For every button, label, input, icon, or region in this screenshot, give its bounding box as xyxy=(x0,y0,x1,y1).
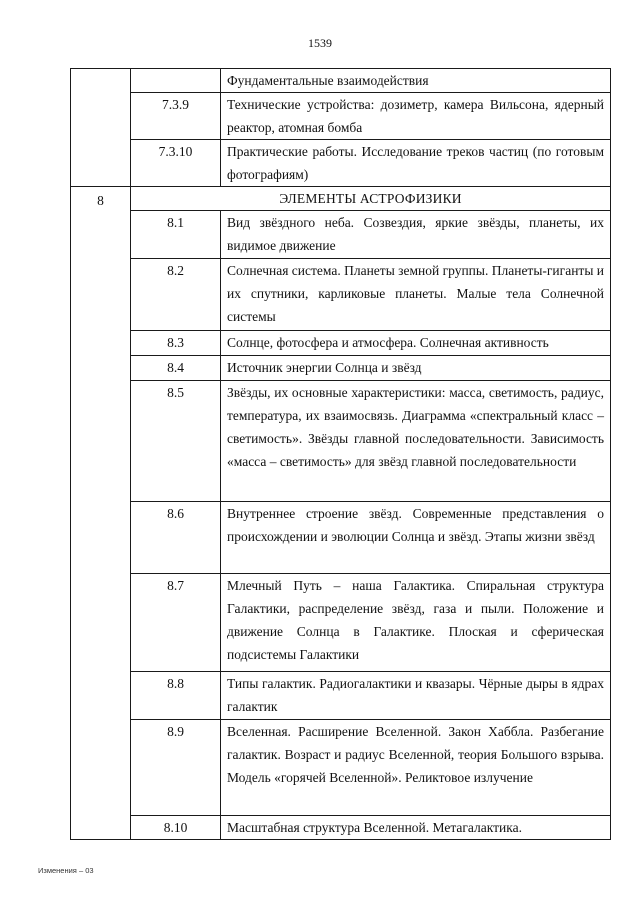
table-row xyxy=(71,140,611,187)
section-heading: ЭЛЕМЕНТЫ АСТРОФИЗИКИ xyxy=(131,187,611,211)
table-row xyxy=(71,69,611,93)
table-row xyxy=(71,502,611,574)
table-row xyxy=(71,672,611,720)
revision-note: Изменения – 03 xyxy=(38,866,94,875)
code-cell: 8.3 xyxy=(131,331,221,356)
code-cell: 8.1 xyxy=(131,211,221,259)
code-cell: 8.2 xyxy=(131,259,221,331)
table-row xyxy=(71,816,611,840)
content-table xyxy=(70,68,611,840)
topic-cell: Практические работы. Исследование треков частиц (по готовым фотографиям) xyxy=(221,140,611,187)
topic-cell: Солнце, фотосфера и атмосфера. Солнечная активность xyxy=(221,331,611,356)
code-cell: 7.3.10 xyxy=(131,140,221,187)
code-cell: 8.5 xyxy=(131,381,221,502)
topic-cell: Типы галактик. Радиогалактики и квазары. Чёрные дыры в ядрах галактик xyxy=(221,672,611,720)
topic-cell: Млечный Путь – наша Галактика. Спиральная структура Галактики, распределение звёзд, газа и пыли. Положение и движение Солнца в Галактике. Плоская и сферическая подсистемы Галактики xyxy=(221,574,611,672)
topic-cell: Технические устройства: дозиметр, камера Вильсона, ядерный реактор, атомная бомба xyxy=(221,93,611,140)
table-row xyxy=(71,356,611,381)
table-row xyxy=(71,381,611,502)
table-row xyxy=(71,574,611,672)
code-cell: 8.10 xyxy=(131,816,221,840)
table-row xyxy=(71,93,611,140)
topic-cell: Внутреннее строение звёзд. Современные представления о происхождении и эволюции Солнца и звёзд. Этапы жизни звёзд xyxy=(221,502,611,574)
topic-cell: Звёзды, их основные характеристики: масса, светимость, радиус, температура, их взаимосвязь. Диаграмма «спектральный класс – светимость». Звёзды главной последовательности. Зависимость «масса – светимость» для звёзд главной последовательности xyxy=(221,381,611,502)
topic-cell: Фундаментальные взаимодействия xyxy=(221,69,611,93)
section-heading-row xyxy=(71,187,611,211)
code-cell xyxy=(131,69,221,93)
table-row xyxy=(71,331,611,356)
topic-cell: Источник энергии Солнца и звёзд xyxy=(221,356,611,381)
table-row xyxy=(71,720,611,816)
topic-cell: Вселенная. Расширение Вселенной. Закон Хаббла. Разбегание галактик. Возраст и радиус Вселенной, теория Большого взрыва. Модель «горячей Вселенной». Реликтовое излучение xyxy=(221,720,611,816)
section-number: 8 xyxy=(71,187,131,840)
code-cell: 8.8 xyxy=(131,672,221,720)
table-row xyxy=(71,211,611,259)
code-cell: 8.4 xyxy=(131,356,221,381)
topic-cell: Вид звёздного неба. Созвездия, яркие звёзды, планеты, их видимое движение xyxy=(221,211,611,259)
topic-cell: Масштабная структура Вселенной. Метагалактика. xyxy=(221,816,611,840)
table-row xyxy=(71,259,611,331)
section-cell xyxy=(71,69,131,187)
code-cell: 8.7 xyxy=(131,574,221,672)
code-cell: 8.6 xyxy=(131,502,221,574)
code-cell: 8.9 xyxy=(131,720,221,816)
topic-cell: Солнечная система. Планеты земной группы. Планеты-гиганты и их спутники, карликовые планеты. Малые тела Солнечной системы xyxy=(221,259,611,331)
page-number: 1539 xyxy=(308,36,332,50)
code-cell: 7.3.9 xyxy=(131,93,221,140)
